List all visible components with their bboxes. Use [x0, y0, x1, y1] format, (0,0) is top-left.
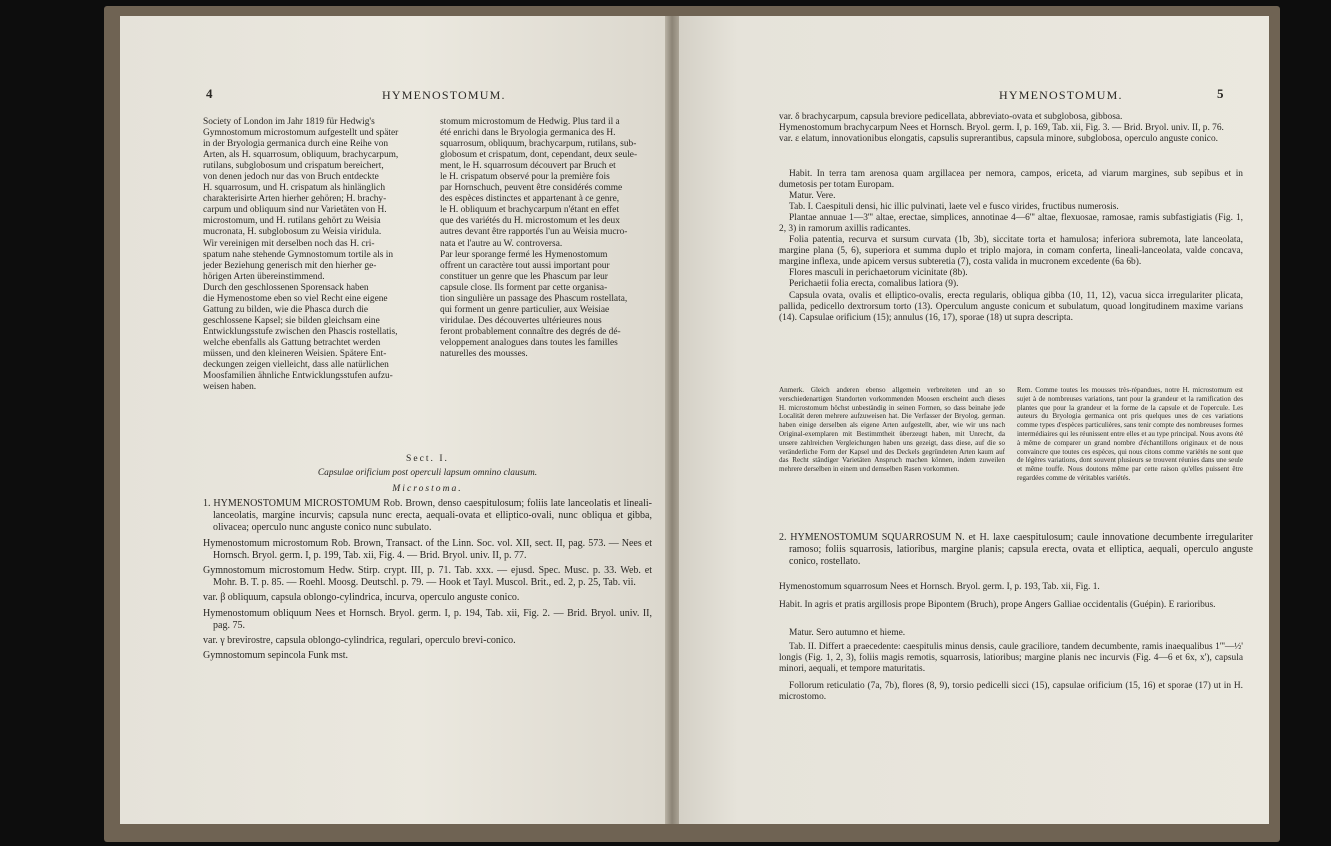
text-line: viridulae. Des découvertes ultérieures nous	[440, 315, 602, 326]
text-line: welche ebenfalls als Gattung betrachtet werden	[203, 337, 381, 348]
description-paragraph: Matur. Vere.	[789, 191, 836, 202]
section-subtitle: Capsulae orificium post operculi lapsum omnino clausum.	[317, 468, 538, 478]
description-paragraphs	[779, 169, 1243, 324]
left-page	[120, 16, 665, 824]
running-head: HYMENOSTOMUM.	[999, 88, 1123, 102]
remark-french: Rem. Comme toutes les mousses très-répandues, notre H. microstomum est sujet à de nombreuses variations, tant pour la grandeur et la ramification des plantes que pour la grandeur et la forme de la capsule et de l'opercule. Les auteurs du Bryologia germanica ont pris quelques unes de ces variations comme types d'espèces particulières, sans tenir compte des nombreuses formes intermédiaires qui les réunissent entre elles et au type principal. Nous avons été à même de comparer un grand nombre d'échantillons originaux et de nous convaincre que toutes ces espèces, qui nous citons comme variétés ne sont que de légères variations, dont souvent plusieurs se trouvent réunies dans une seule et même touffe. Nous doutons même par cette raison qu'elles puissent être regardées comme de véritables variétés.	[1017, 386, 1243, 482]
text-line: carpum und obliquum sind nur Varietäten von H.	[203, 205, 387, 216]
text-line: microstomum, und H. rutilans gehört zu Weisia	[203, 216, 381, 227]
description-paragraph: Tab. I. Caespituli densi, hic illic pulvinati, laete vel e fusco virides, fructibus numerosis.	[789, 202, 1119, 213]
remark-german: Anmerk. Gleich anderen ebenso allgemein verbreiteten und an so verschiedenartigen Standorten vorkommenden Moosen erscheint auch dieses H. microstomum höchst unbeständig in seinen Formen, so dass beinahe jede Localität deren mehrere aufzuweisen hat. Die Verfasser der Bryolog. german. haben einige derselben als eigene Arten aufgestellt, aber, wie wir uns nach Original-exemplaren mit Bestimmtheit überzeugt haben, mit Unrecht, da unsere zahlreichen Vergleichungen haben uns gezeigt, dass diese, auf die so veränderliche Form der Kapsel und des Deckels gegründeten Arten kaum auf das Recht ständiger Varietäten Anspruch machen können, indem zuweilen mehrere derselben in einem und demselben Rasen vorkommen.	[779, 386, 1005, 474]
text-line: squarrosum, obliquum, brachycarpum, rutilans, sub-	[440, 139, 637, 150]
description-paragraph: Folia patentia, recurva et sursum curvata (1b, 3b), siccitate torta et hamulosa; inferiora subremota, late lanceolata, margine plana (5, 6), superiora et summa duplo et triplo majora, in comam conferta, lineali-lanceolata, valde concava, margine inflexa, unde apicem versus subteretia (7), costa valida in mucronem excedente (6a 6b).	[779, 235, 1243, 268]
text-line: stomum microstomum de Hedwig. Plus tard il a	[440, 117, 620, 127]
open-book	[104, 6, 1280, 842]
french-column	[440, 117, 652, 360]
book-gutter	[665, 16, 679, 824]
text-line: in der Bryologia germanica durch eine Reihe von	[203, 139, 389, 150]
plate-notes: Follorum reticulatio (7a, 7b), flores (8, 9), torsio pedicelli sicci (15), capsulae orificium (15, 16) et sporae (17) ut in H. microstomo.	[779, 681, 1243, 703]
description-paragraph: Capsula ovata, ovalis et elliptico-ovalis, erecta regularis, obliqua gibba (10, 11, 12), vacua sicca irregulariter plicata, pallida, pedicello dextrorsum torto (13). Operculum anguste conicum et subulatum, quoad longitudinem maxime varians (14). Capsulae orificium (15); annulus (16, 17), sporae (18) ut supra descripta.	[779, 290, 1243, 323]
text-line: Arten, als H. squarrosum, obliquum, brachycarpum,	[203, 150, 399, 161]
text-line: veloppement analogues dans toutes les familles	[440, 337, 618, 348]
text-line: H. squarrosum, und H. crispatum als hinlänglich	[203, 183, 386, 194]
group-name: Microstoma.	[392, 483, 463, 494]
text-line: globosum et crispatum, dont, cependant, deux seule-	[440, 150, 638, 161]
habitat-text: Habit. In agris et pratis argillosis prope Bipontem (Bruch), prope Angers Galliae occidentalis (Guépin). E rarioribus.	[779, 600, 1216, 610]
text-line: weisen haben.	[203, 382, 257, 393]
text-line: die Hymenostome eben so viel Recht eine eigene	[203, 293, 388, 304]
variety-entry: var. ε elatum, innovationibus elongatis, capsulis suprerantibus, capsula minore, subglobosa, operculo anguste conico.	[779, 134, 1218, 145]
text-line: par Hornschuch, peuvent être considérés comme	[440, 183, 623, 194]
species-entries	[203, 498, 652, 665]
text-line: Par leur sporange fermé les Hymenostomum	[440, 249, 608, 260]
text-line: Society of London im Jahr 1819 für Hedwig's	[203, 117, 375, 127]
species-entry: Gymnostomum sepincola Funk mst.	[203, 650, 348, 662]
variety-entry: var. δ brachycarpum, capsula breviore pedicellata, abbreviato-ovata et subglobosa, gibbosa.	[779, 112, 1123, 122]
species-entry: var. β obliquum, capsula oblongo-cylindrica, incurva, operculo anguste conico.	[203, 592, 520, 604]
german-column	[203, 117, 423, 393]
text-line: feront probablement connaître des degrés de dé-	[440, 326, 621, 337]
text-line: Durch den geschlossenen Sporensack haben	[203, 282, 369, 293]
description-paragraph: Habit. In terra tam arenosa quam argillacea per nemora, campos, ericeta, ad viarum margines, sub sepibus et in dumetosis per totam Europam.	[779, 169, 1243, 191]
text-line: Moosfamilien ähnliche Entwicklungsstufen aufzu-	[203, 371, 393, 382]
text-line: ment, le H. squarrosum découvert par Bruch et	[440, 161, 616, 172]
text-line: Wir vereinigen mit derselben noch das H. cri-	[203, 238, 375, 249]
description-paragraph: Perichaetii folia erecta, comalibus latiora (9).	[789, 279, 959, 290]
right-page	[679, 16, 1269, 824]
text-line: spatum nahe stehende Gymnostomum tortile als in	[203, 249, 394, 260]
text-line: autres devant être rapportés l'un au Weisia mucro-	[440, 227, 628, 238]
species-heading: 2. HYMENOSTOMUM SQUARROSUM N. et H. laxe caespitulosum; caule innovatione decumbente irregulariter ramoso; foliis squarrosis, latioribus, margine planis; capsula erecta, ovata et elliptica, aequali, operculo anguste conico, rostellato.	[779, 532, 1253, 568]
text-line: qui forment un genre particulier, aux Weisiae	[440, 304, 610, 315]
text-line: le H. crispatum observé pour la première fois	[440, 172, 610, 183]
page-number: 5	[1217, 86, 1224, 101]
text-line: Gattung zu bilden, wie die Phasca durch die	[203, 304, 369, 315]
text-line: jeder Beziehung generisch mit den hierher ge-	[203, 260, 377, 271]
text-line: geschlossene Kapsel; sie bilden gleichsam eine	[203, 315, 380, 326]
text-line: été enrichi dans le Bryologia germanica des H.	[440, 128, 616, 139]
text-line: von denen jedoch nur das von Bruch entdeckte	[203, 172, 379, 183]
running-head: HYMENOSTOMUM.	[382, 88, 506, 102]
text-line: deckungen zeigen vielleicht, dass alle natürlichen	[203, 360, 389, 371]
variety-entry: Hymenostomum brachycarpum Nees et Hornsch. Bryol. germ. I, p. 169, Tab. xii, Fig. 3. — Brid. Bryol. univ. II, p. 76.	[779, 123, 1224, 134]
synonym: Hymenostomum squarrosum Nees et Hornsch. Bryol. germ. I, p. 193, Tab. xii, Fig. 1.	[779, 582, 1100, 592]
species-entry: Hymenostomum obliquum Nees et Hornsch. Bryol. germ. I, p. 194, Tab. xii, Fig. 2. — Brid. Bryol. univ. II, pag. 75.	[203, 607, 652, 631]
text-line: Gymnostomum microstomum aufgestellt und später	[203, 128, 399, 139]
plate-description: Tab. II. Differt a praecedente: caespitulis minus densis, caule graciliore, tandem decumbente, ramis inaequalibus 1'''—½' longis (Fig. 1, 2, 3), foliis magis remotis, squarrosis, latioribus; margine planis nec incurvis (Fig. 4—6 et 6x, x'), capsula minori, aequali, et tempore maturitatis.	[779, 642, 1243, 675]
text-line: nata et l'autre au W. controversa.	[440, 238, 563, 249]
text-line: tion singulière un passage des Phascum rostellata,	[440, 293, 628, 304]
text-line: offrent un caractère tout aussi important pour	[440, 260, 610, 271]
maturity-text: Matur. Sero autumno et hieme.	[789, 628, 906, 638]
text-line: des espèces distinctes et appartenant à ce genre,	[440, 194, 620, 205]
text-line: naturelles des mousses.	[440, 348, 528, 359]
species-entry: Gymnostomum microstomum Hedw. Stirp. crypt. III, p. 71. Tab. xxx. — ejusd. Spec. Musc. p. 33. Web. et Mohr. B. T. p. 85. — Roehl. Moosg. Deutschl. p. 79. — Hook et Tayl. Muscol. Brit., ed. 2, p. 25, Tab. vii.	[203, 565, 652, 589]
text-line: que des variétés du H. microstomum et les deux	[440, 216, 620, 227]
text-line: Entwicklungsstufe zwischen den Phascis rostellatis,	[203, 326, 398, 337]
text-line: hörigen Arten übereinstimmend.	[203, 271, 325, 282]
text-line: constituer un genre que les Phascum par leur	[440, 271, 608, 282]
description-paragraph: Plantae annuae 1—3''' altae, erectae, simplices, annotinae 4—6''' altae, flexuosae, ramosae, ramis subfastigiatis (Fig. 1, 2, 3) in ramorum axillis radicantes.	[779, 213, 1243, 235]
variety-entries	[779, 112, 1243, 145]
text-line: mucronata, H. subglobosum zu Weisia viridula.	[203, 227, 382, 238]
description-paragraph: Flores masculi in perichaetorum vicinitate (8b).	[789, 268, 968, 279]
text-line: müssen, und den kleineren Weisien. Spätere Ent-	[203, 348, 387, 359]
page-number: 4	[206, 86, 213, 101]
text-line: charakterisirte Arten hierher gehören; H. brachy-	[203, 194, 387, 205]
species-entry: Hymenostomum microstomum Rob. Brown, Transact. of the Linn. Soc. vol. XII, sect. II, pag. 573. — Nees et Hornsch. Bryol. germ. I, p. 199, Tab. xii, Fig. 4. — Brid. Bryol. univ. II, p. 77.	[203, 537, 652, 561]
species-entry: var. γ brevirostre, capsula oblongo-cylindrica, regulari, operculo brevi-conico.	[203, 635, 516, 647]
species-heading: 1. HYMENOSTOMUM MICROSTOMUM Rob. Brown, denso caespitulosum; foliis late lanceolatis et lineali-lanceolatis, margine incurvis; capsula nunc erecta, aequali-ovata et elliptico-ovali, nunc obliqua et gibba, olivacea; operculo nunc anguste conico nunc subulato.	[203, 498, 652, 534]
text-line: capsule close. Ils forment par cette organisa-	[440, 282, 608, 293]
text-line: le H. obliquum et brachycarpum n'étant en effet	[440, 205, 620, 216]
text-line: rutilans, subglobosum und crispatum bereichert,	[203, 161, 384, 172]
section-label: Sect. I.	[406, 453, 449, 464]
